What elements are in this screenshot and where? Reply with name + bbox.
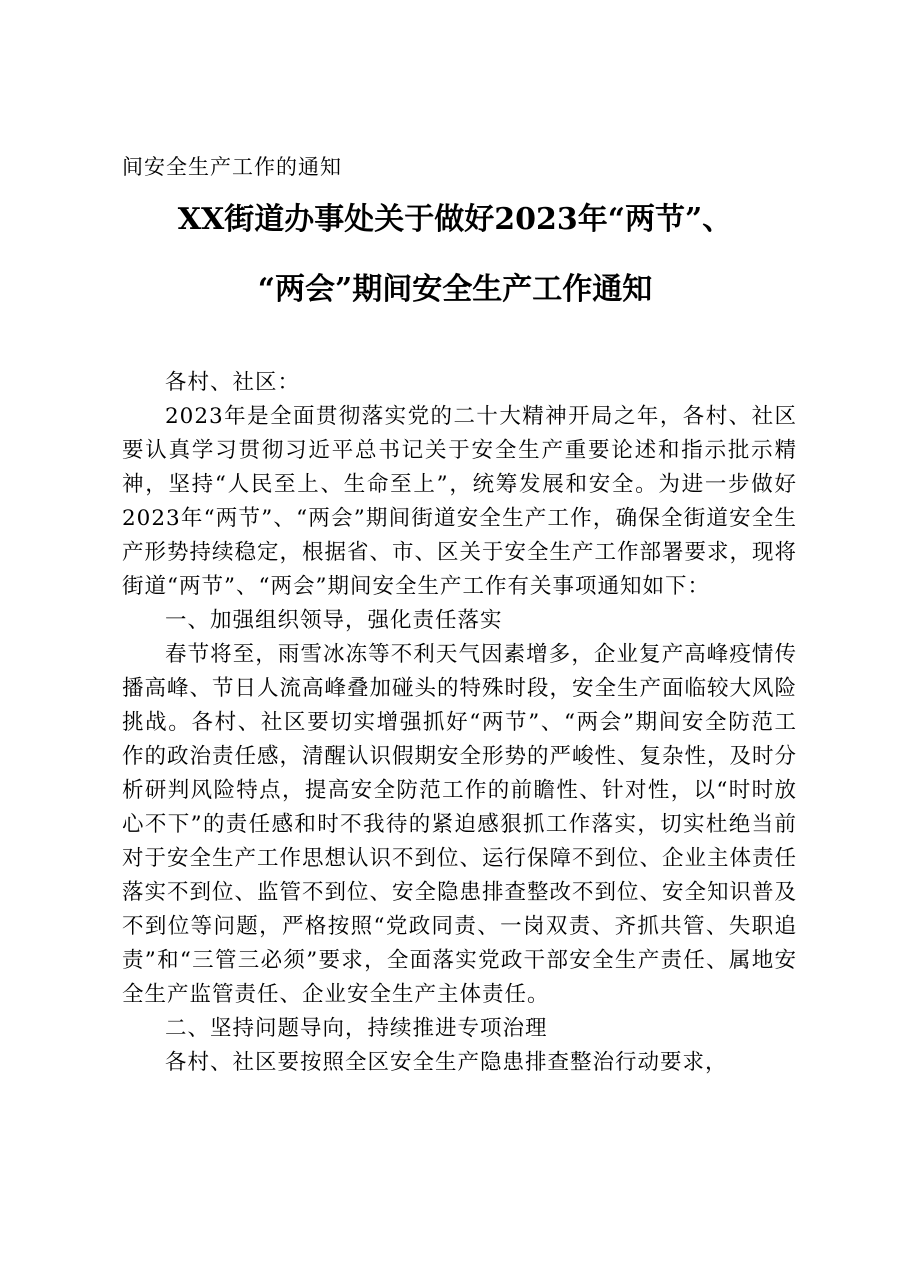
section-heading-1: 一、加强组织领导，强化责任落实: [165, 608, 503, 633]
salutation: 各村、社区：: [165, 370, 301, 395]
document-body: [122, 366, 797, 1080]
intro-paragraph: 2023年是全面贯彻落实党的二十大精神开局之年，各村、社区要认真学习贯彻习近平总书记关于安全生产重要论述和指示批示精神，坚持“人民至上、生命至上”，统筹发展和安全。为进一步做好2023年“两节”、“两会”期间街道安全生产工作，确保全街道安全生产形势持续稳定，根据省、市、区关于安全生产工作部署要求，现将街道“两节”、“两会”期间安全生产工作有关事项通知如下：: [122, 404, 798, 599]
document-title-line-2: “两会”期间安全生产工作通知: [257, 272, 653, 307]
section-heading-2: 二、坚持问题导向，持续推进专项治理: [165, 1016, 548, 1041]
running-header: 间安全生产工作的通知: [122, 155, 342, 179]
document-title-line-1: XX街道办事处关于做好2023年“两节”、: [177, 202, 733, 237]
section-paragraph-1: 春节将至，雨雪冰冻等不利天气因素增多，企业复产高峰疫情传播高峰、节日人流高峰叠加碰头的特殊时段，安全生产面临较大风险挑战。各村、社区要切实增强抓好“两节”、“两会”期间安全防范工作的政治责任感，清醒认识假期安全形势的严峻性、复杂性，及时分析研判风险特点，提高安全防范工作的前瞻性、针对性，以“时时放心不下”的责任感和时不我待的紧迫感狠抓工作落实，切实杜绝当前对于安全生产工作思想认识不到位、运行保障不到位、企业主体责任落实不到位、监管不到位、安全隐患排查整改不到位、安全知识普及不到位等问题，严格按照“党政同责、一岗双责、齐抓共管、失职追责”和“三管三必须”要求，全面落实党政干部安全生产责任、属地安全生产监管责任、企业安全生产主体责任。: [122, 642, 798, 1007]
section-paragraph-2: 各村、社区要按照全区安全生产隐患排查整治行动要求，: [165, 1050, 728, 1075]
